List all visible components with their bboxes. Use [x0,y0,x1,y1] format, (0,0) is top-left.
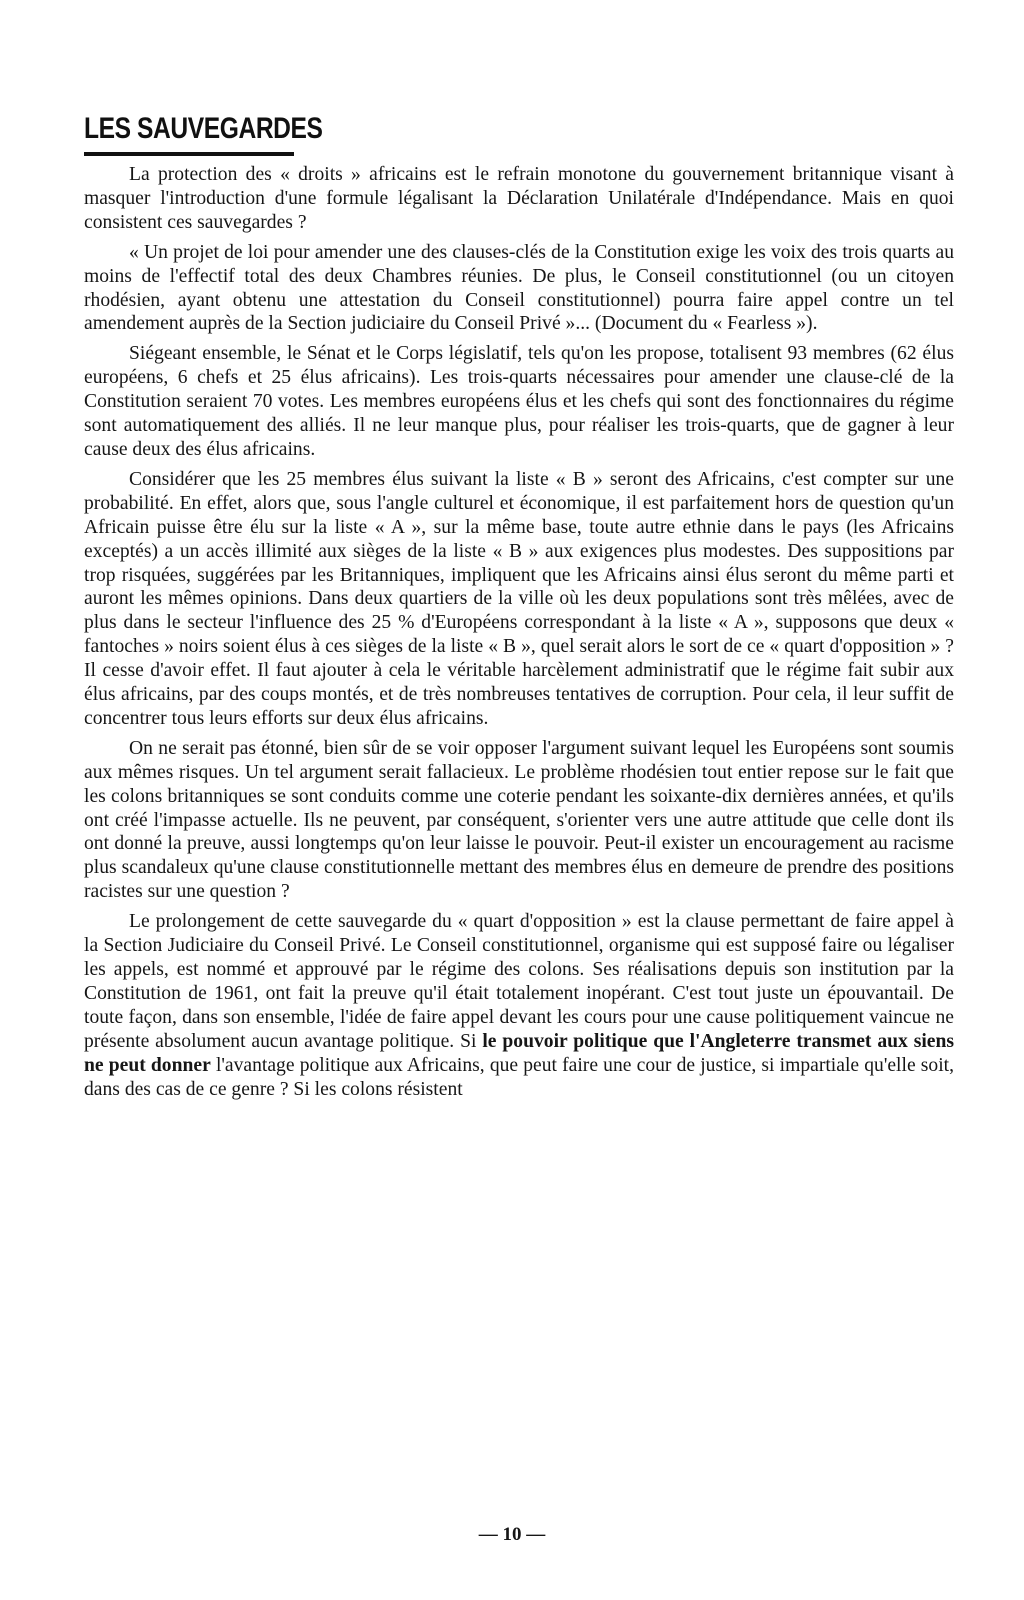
section-heading: LES SAUVEGARDES [84,112,323,145]
paragraph: « Un projet de loi pour amender une des clauses-clés de la Constitution exige les voix des trois quarts au moins de l'effectif total des deux Chambres réunies. De plus, le Conseil constitutionnel (ou un citoyen rhodésien, ayant obtenu une attestation du Conseil constitutionnel) pourra faire appel contre un tel amendement auprès de la Section judiciaire du Conseil Privé »... (Document du « Fearless »). [84,241,954,335]
paragraph: La protection des « droits » africains est le refrain monotone du gouvernement britannique visant à masquer l'introduction d'une formule légalisant la Déclaration Unilatérale d'Indépendance. Mais en quoi consistent ces sauvegardes ? [84,164,954,233]
paragraph: Siégeant ensemble, le Sénat et le Corps législatif, tels qu'on les propose, totalisent 93 membres (62 élus européens, 6 chefs et 25 élus africains). Les trois-quarts nécessaires pour amender une clause-clé de la Constitution seraient 70 votes. Les membres européens élus et les chefs qui sont des fonctionnaires du régime sont automatiquement des alliés. Il ne leur manque plus, pour réaliser les trois-quarts, que de gagner à leur cause deux des élus africains. [84,343,954,460]
paragraph: On ne serait pas étonné, bien sûr de se voir opposer l'argument suivant lequel les Européens sont soumis aux mêmes risques. Un tel argument serait fallacieux. Le problème rhodésien tout entier repose sur le fait que les colons britanniques se sont conduits comme une coterie pendant les soixante-dix dernières années, et qu'ils ont créé l'impasse actuelle. Ils ne peuvent, par conséquent, s'orienter vers une autre attitude que celle dont ils ont donné la preuve, aussi longtemps qu'on leur laisse le pouvoir. Peut-il exister un encouragement au racisme plus scandaleux qu'une clause constitutionnelle mettant des membres élus en demeure de prendre des positions racistes sur une question ? [84,737,954,903]
page-number: — 10 — [478,1524,546,1545]
paragraph-text: l'avantage politique aux Africains, que peut faire une cour de justice, si impartiale qu'elle soit, dans des cas de ce genre ? Si les colons résistent [84,1054,954,1100]
body-text [84,163,954,1107]
heading-underline [84,152,294,156]
bold-passage: le pouvoir politique que l'Angleterre transmet aux siens ne peut donner [84,1030,955,1076]
paragraph [84,910,954,1101]
paragraph: Considérer que les 25 membres élus suivant la liste « B » seront des Africains, c'est compter sur une probabilité. En effet, alors que, sous l'angle culturel et économique, il est parfaitement hors de question qu'un Africain puisse être élu sur la liste « A », sur la même base, toute autre ethnie dans le pays (les Africains exceptés) a un accès illimité aux sièges de la liste « B » aux exigences plus modestes. Des suppositions par trop risquées, suggérées par les Britanniques, impliquent que les Africains ainsi élus seront du même parti et auront les mêmes opinions. Dans deux quartiers de la ville où les deux populations sont très mêlées, avec de plus dans le secteur l'influence des 25 % d'Européens correspondant à la liste « A », supposons que deux « fantoches » noirs soient élus à ces sièges de la liste « B », quel serait alors le sort de ce « quart d'opposition » ? Il cesse d'avoir effet. Il faut ajouter à cela le véritable harcèlement administratif que le régime fait subir aux élus africains, par des coups montés, et de très nombreuses tentatives de corruption. Pour cela, il leur suffit de concentrer tous leurs efforts sur deux élus africains. [84,468,954,729]
paragraph-text: Le prolongement de cette sauvegarde du « quart d'opposition » est la clause permettant de faire appel à la Section Judiciaire du Conseil Privé. Le Conseil constitutionnel, organisme qui est supposé faire ou légaliser les appels, est nommé et approuvé par le régime des colons. Ses réalisations depuis son institution par la Constitution de 1961, ont fait la preuve qu'il était totalement inopérant. C'est tout juste un épouvantail. De toute façon, dans son ensemble, l'idée de faire appel devant les cours pour une cause politiquement vaincue ne présente absolument aucun avantage politique. Si [84,911,954,1052]
